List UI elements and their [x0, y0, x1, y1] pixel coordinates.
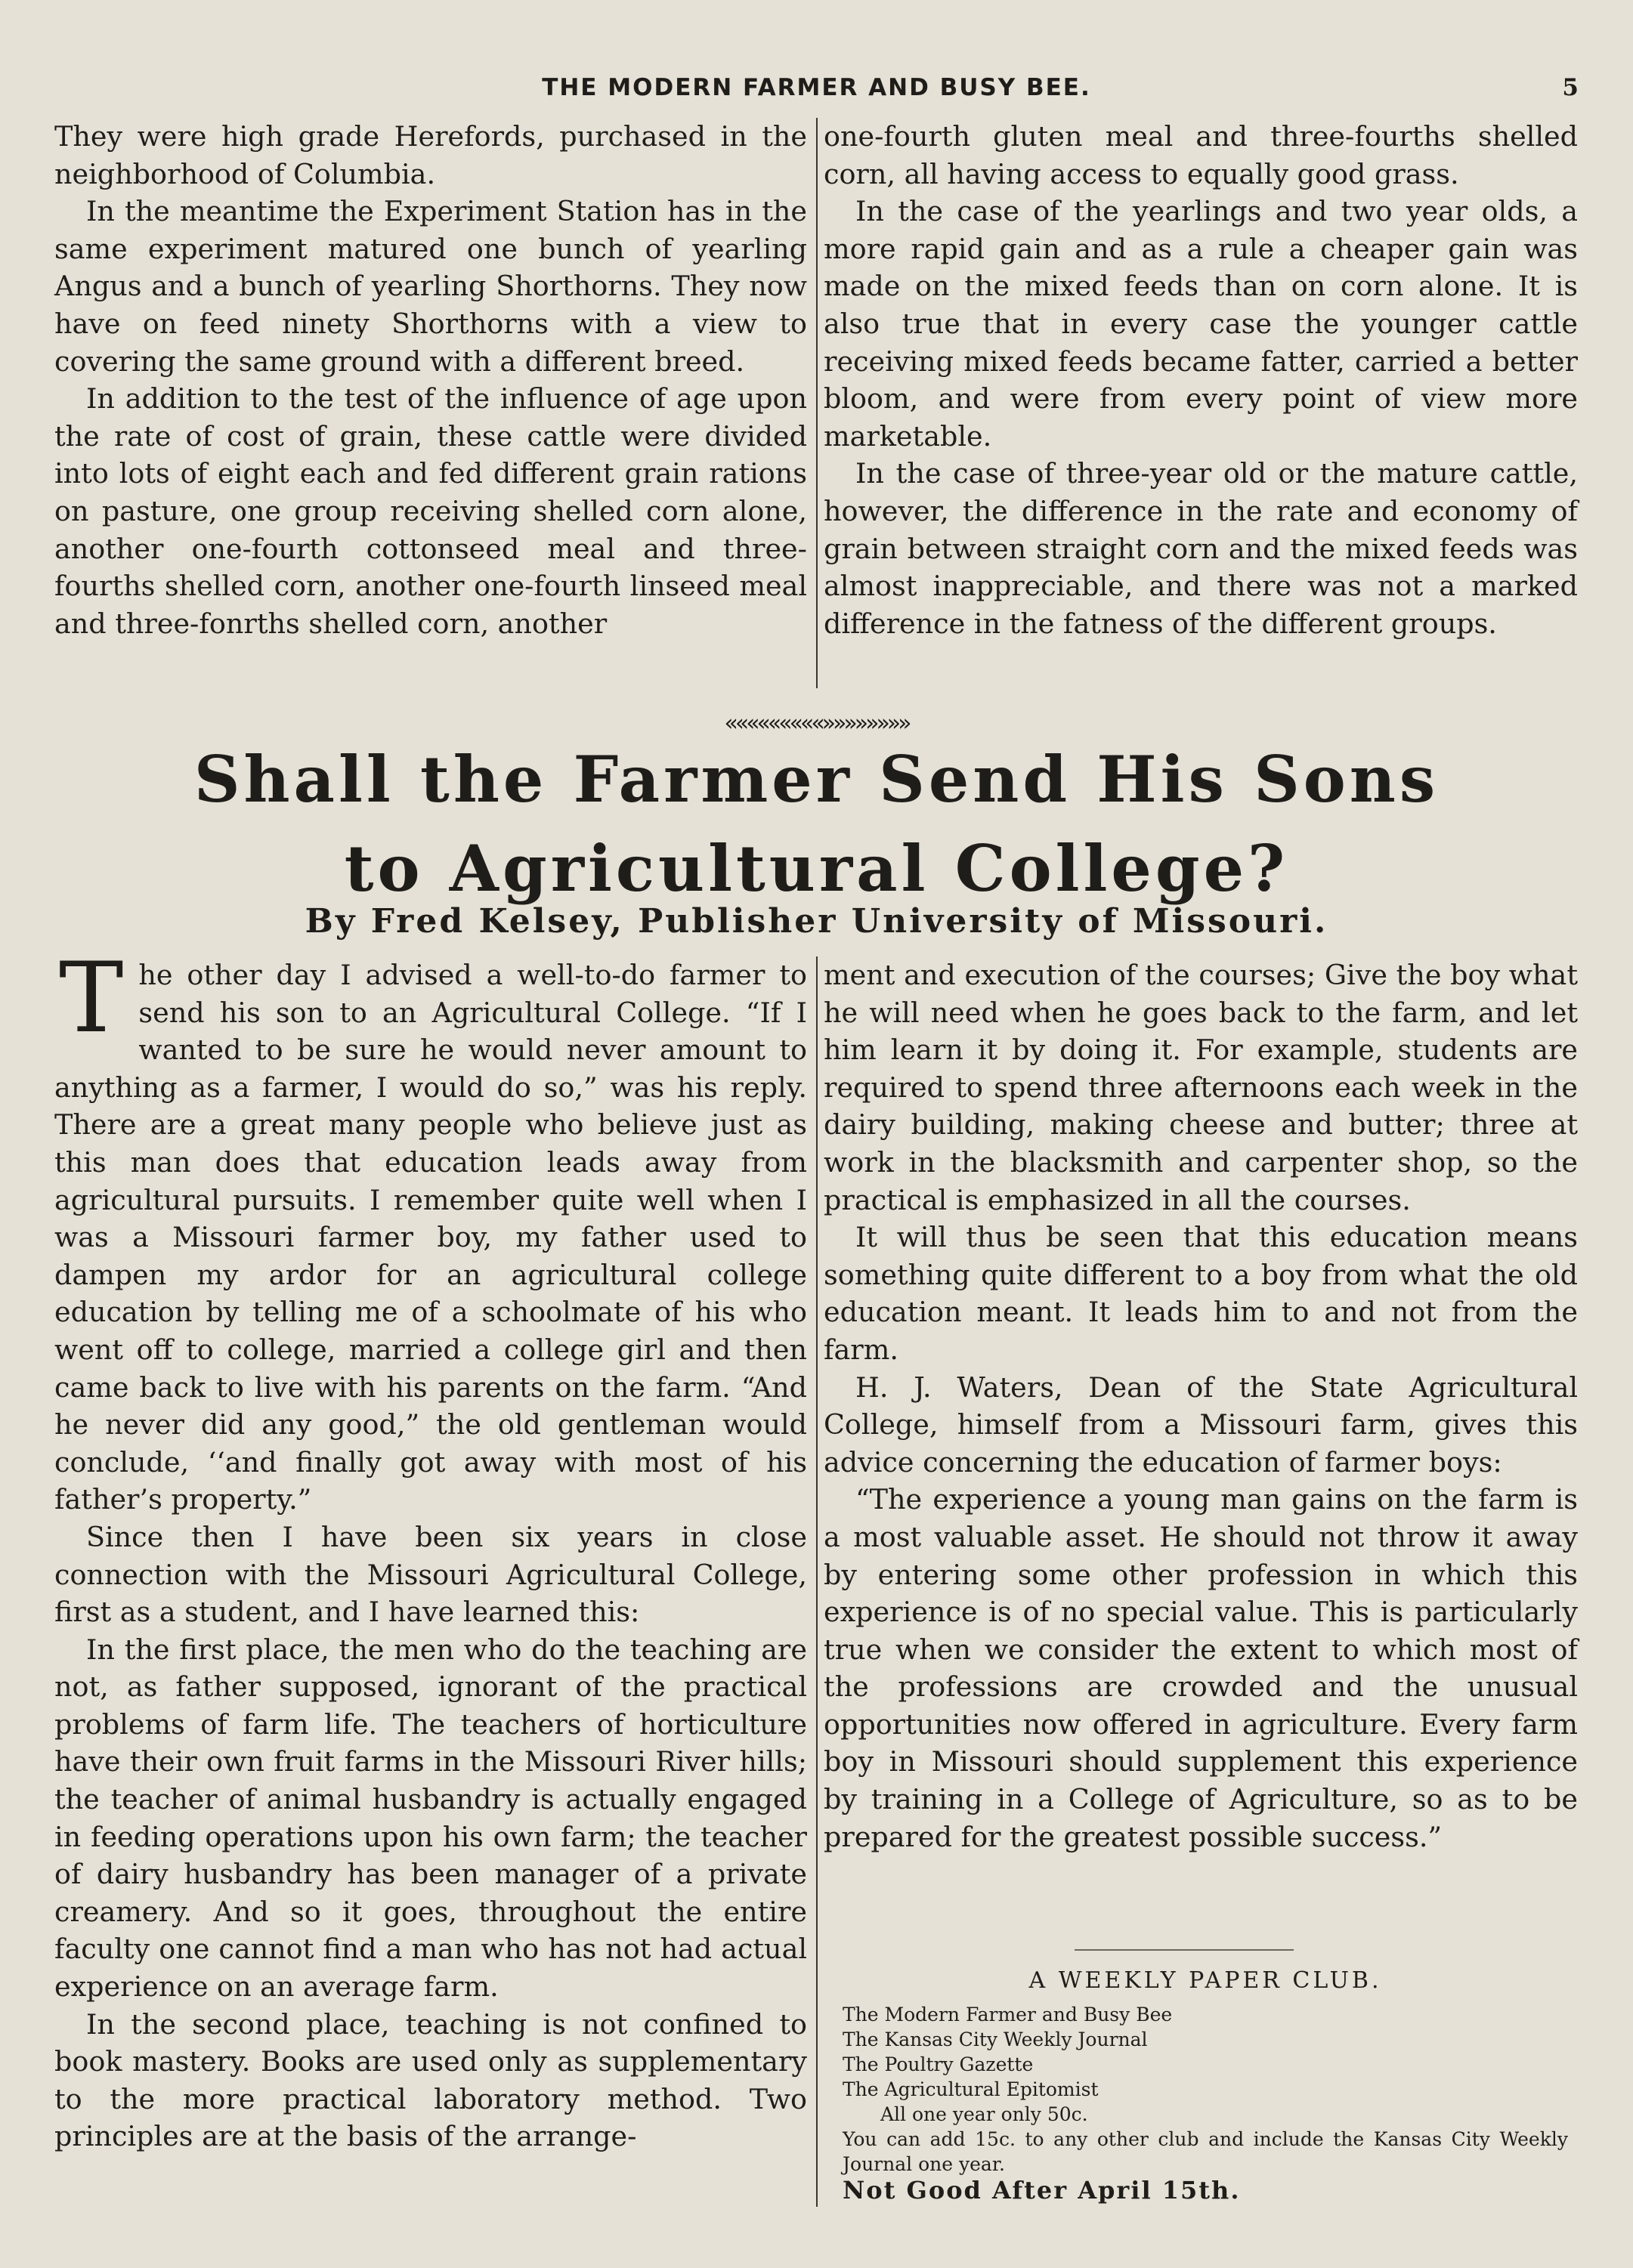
- paragraph: one-fourth gluten meal and three-fourths shelled corn, all having access to equally good grass.: [824, 120, 1578, 190]
- publication-title: THE MODERN FARMER AND BUSY BEE.: [542, 74, 1091, 101]
- club-title: A WEEKLY PAPER CLUB.: [1028, 1967, 1382, 1994]
- club-offer: All one year only 50c.: [880, 2103, 1088, 2125]
- ornamental-divider: «««««««««»»»»»»»»: [724, 710, 909, 737]
- paragraph: They were high grade Herefords, purchased in the neighborhood of Columbia.: [54, 120, 807, 190]
- article-right-column: [824, 956, 1578, 1855]
- club-separator: [1075, 1949, 1294, 1951]
- paragraph: In the case of the yearlings and two year olds, a more rapid gain and as a rule a cheaper gain was made on the mixed feeds than on corn alone. It is also true that in every case the younger cattle receiving mixed feeds became fatter, carried a better bloom, and were from every point of view more marketable.: [824, 195, 1578, 453]
- club-item: The Agricultural Epitomist: [843, 2078, 1099, 2100]
- headline-line-1: Shall the Farmer Send His Sons: [193, 742, 1440, 817]
- club-item: The Kansas City Weekly Journal: [843, 2029, 1148, 2050]
- lead-paragraph: [54, 942, 807, 1519]
- top-right-column: [824, 118, 1578, 642]
- drop-cap: T: [59, 942, 124, 1055]
- paragraph: In the case of three-year old or the mature cattle, however, the difference in the rate and economy of grain between straight corn and the mixed feeds was almost inappreciable, and there was not a marked difference in the fatness of the different groups.: [824, 457, 1578, 640]
- page-number: 5: [1562, 74, 1579, 101]
- paper-club-ad: [843, 1968, 1568, 2203]
- column-divider: [816, 956, 818, 2207]
- article-byline: By Fred Kelsey, Publisher University of Missouri.: [305, 902, 1328, 941]
- club-note: You can add 15c. to any other club and include the Kansas City Weekly Journal one year.: [843, 2128, 1568, 2175]
- paragraph: ment and execution of the courses; Give the boy what he will need when he goes back to the farm, and let him learn it by doing it. For example, students are required to spend three afternoons each week in the dairy building, making cheese and butter; three at work in the blacksmith and carpenter shop, so the practical is emphasized in all the courses.: [824, 959, 1578, 1216]
- club-deadline: Not Good After April 15th.: [843, 2176, 1241, 2205]
- lead-paragraph-text: he other day I advised a well-to-do farmer to send his son to an Agricultural College. “If I wanted to be sure he would never amount to anything as a farmer, I would do so,” was his reply. There are a great many people who believe just as this man does that education leads away from agricultural pursuits. I remember quite well when I was a Missouri farmer boy, my father used to dampen my ardor for an agricultural college education by telling me of a schoolmate of his who went off to college, married a college girl and then came back to live with his parents on the farm. “And he never did any good,” the old gentleman would conclude, ‘‘and finally got away with most of his father’s property.”: [54, 959, 807, 1516]
- club-item: The Modern Farmer and Busy Bee: [843, 2004, 1173, 2025]
- article-headline: [30, 742, 1603, 906]
- top-left-column: [54, 118, 807, 642]
- paragraph: In the meantime the Experiment Station has in the same experiment matured one bunch of yearling Angus and a bunch of yearling Shorthorns. They now have on feed ninety Shorthorns with a view to covering the same ground with a different breed.: [54, 195, 807, 378]
- paragraph: In the first place, the men who do the teaching are not, as father supposed, ignorant of the practical problems of farm life. The teachers of horticulture have their own fruit farms in the Missouri River hills; the teacher of animal husbandry is actually engaged in feeding operations upon his own farm; the teacher of dairy husbandry has been manager of a private creamery. And so it goes, throughout the entire faculty one cannot find a man who has not had actual experience on an average farm.: [54, 1633, 807, 2004]
- paragraph: In addition to the test of the influence of age upon the rate of cost of grain, these cattle were divided into lots of eight each and fed different grain rations on pasture, one group receiving shelled corn alone, another one-fourth cottonseed meal and three-fourths shelled corn, another one-fourth linseed meal and three-fonrths shelled corn, another: [54, 382, 807, 640]
- article-left-column: [54, 942, 807, 2155]
- headline-line-2: to Agricultural College?: [344, 831, 1289, 906]
- paragraph: H. J. Waters, Dean of the State Agricultural College, himself from a Missouri farm, gives this advice concerning the education of farmer boys:: [824, 1370, 1578, 1479]
- column-divider: [816, 118, 818, 688]
- paragraph: In the second place, teaching is not confined to book mastery. Books are used only as supplementary to the more practical laboratory method. Two principles are at the basis of the arrange-: [54, 2007, 807, 2153]
- club-item: The Poultry Gazette: [843, 2053, 1034, 2075]
- quoted-paragraph: “The experience a young man gains on the farm is a most valuable asset. He should not throw it away by entering some other profession in which this experience is of no special value. This is particularly true when we consider the extent to which most of the professions are crowded and the unusual opportunities now offered in agriculture. Every farm boy in Missouri should supplement this experience by training in a College of Agriculture, so as to be prepared for the greatest possible success.”: [824, 1483, 1578, 1853]
- running-header: [0, 74, 1633, 104]
- paragraph: It will thus be seen that this education means something quite different to a boy from what the old education meant. It leads him to and not from the farm.: [824, 1221, 1578, 1366]
- paragraph: Since then I have been six years in close connection with the Missouri Agricultural College, first as a student, and I have learned this:: [54, 1520, 807, 1629]
